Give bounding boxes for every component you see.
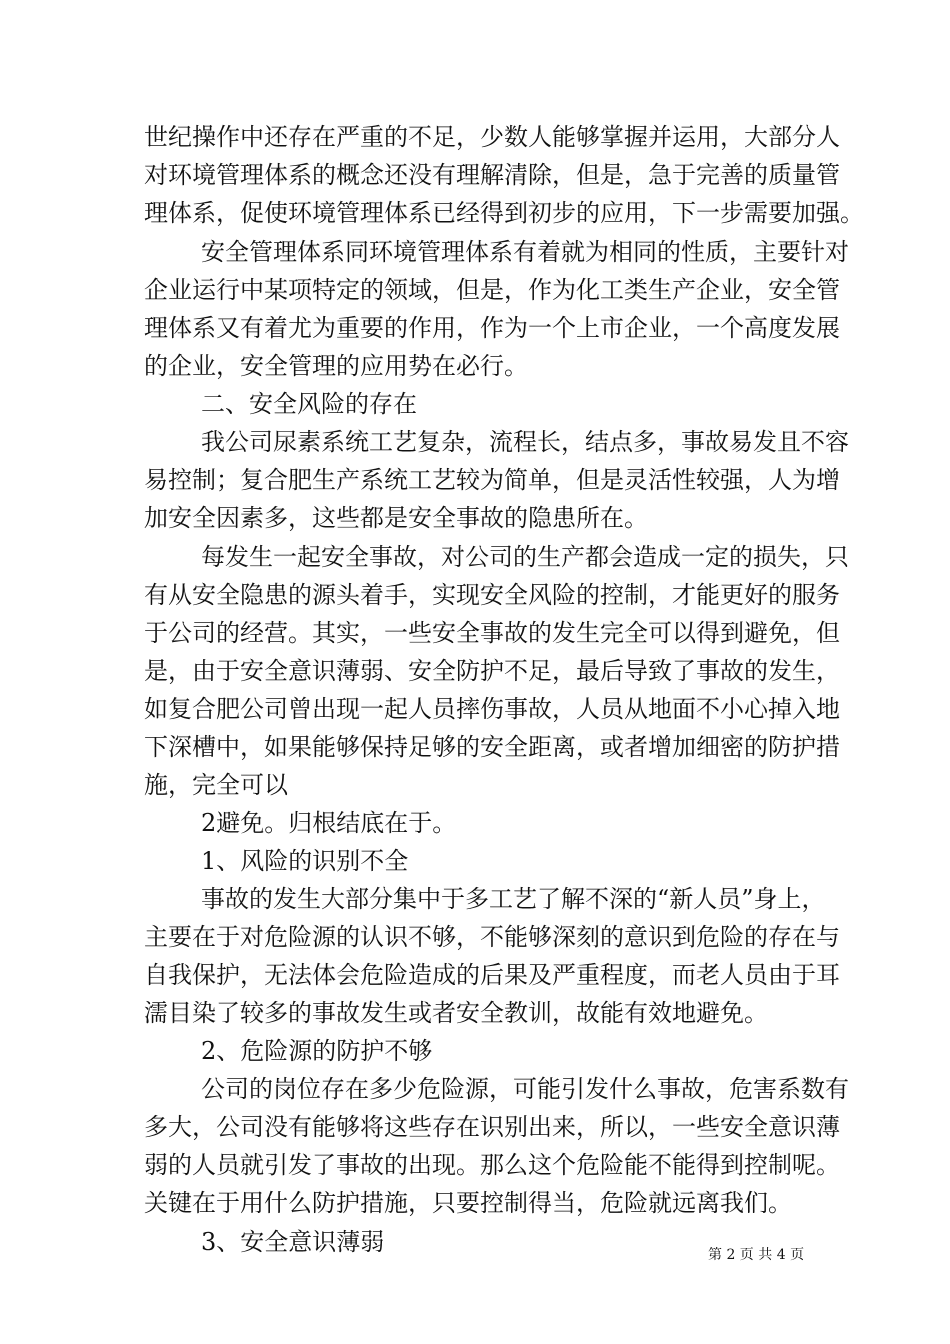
paragraph-first-line: 我公司尿素系统工艺复杂，流程长，结点多，事故易发且不容	[201, 428, 849, 456]
text-line: 2避免。归根结底在于。	[201, 809, 457, 837]
paragraph-first-line: 公司的岗位存在多少危险源，可能引发什么事故，危害系数有	[201, 1075, 849, 1103]
text-line: 自我保护，无法体会危险造成的后果及严重程度，而老人员由于耳	[144, 961, 840, 989]
paragraph-first-line: 事故的发生大部分集中于多工艺了解不深的“新人员”身上，	[201, 885, 826, 913]
text-line: 弱的人员就引发了事故的出现。那么这个危险能不能得到控制呢。	[144, 1151, 840, 1179]
text-line: 如复合肥公司曾出现一起人员摔伤事故，人员从地面不小心掉入地	[144, 695, 840, 723]
text-line: 关键在于用什么防护措施，只要控制得当，危险就远离我们。	[144, 1189, 792, 1217]
text-line: 有从安全隐患的源头着手，实现安全风险的控制，才能更好的服务	[144, 581, 840, 609]
text-line: 多大，公司没有能够将这些存在识别出来，所以，一些安全意识薄	[144, 1113, 840, 1141]
text-line: 于公司的经营。其实，一些安全事故的发生完全可以得到避免，但	[144, 619, 840, 647]
text-line: 世纪操作中还存在严重的不足，少数人能够掌握并运用，大部分人	[144, 123, 840, 151]
text-line: 加安全因素多，这些都是安全事故的隐患所在。	[144, 504, 648, 532]
text-line: 主要在于对危险源的认识不够，不能够深刻的意识到危险的存在与	[144, 923, 840, 951]
text-line: 下深槽中，如果能够保持足够的安全距离，或者增加细密的防护措	[144, 733, 840, 761]
section-heading: 二、安全风险的存在	[201, 390, 417, 418]
text-line: 的企业，安全管理的应用势在必行。	[144, 352, 528, 380]
page-number: 第 2 页 共 4 页	[708, 1247, 805, 1263]
subsection-heading: 1、风险的识别不全	[201, 847, 409, 875]
text-line: 对环境管理体系的概念还没有理解清除，但是，急于完善的质量管	[144, 161, 840, 189]
text-line: 易控制；复合肥生产系统工艺较为简单，但是灵活性较强，人为增	[144, 466, 840, 494]
subsection-heading: 3、安全意识薄弱	[201, 1228, 385, 1256]
text-line: 是，由于安全意识薄弱、安全防护不足，最后导致了事故的发生，	[144, 657, 840, 685]
paragraph-first-line: 安全管理体系同环境管理体系有着就为相同的性质，主要针对	[201, 238, 849, 266]
subsection-heading: 2、危险源的防护不够	[201, 1037, 433, 1065]
text-line: 濡目染了较多的事故发生或者安全教训，故能有效地避免。	[144, 999, 768, 1027]
paragraph-first-line: 每发生一起安全事故，对公司的生产都会造成一定的损失，只	[201, 543, 849, 571]
text-line: 企业运行中某项特定的领域，但是，作为化工类生产企业，安全管	[144, 276, 840, 304]
text-line: 理体系，促使环境管理体系已经得到初步的应用，下一步需要加强。	[144, 199, 864, 227]
text-line: 理体系又有着尤为重要的作用，作为一个上市企业，一个高度发展	[144, 314, 840, 342]
text-line: 施，完全可以	[144, 771, 288, 799]
